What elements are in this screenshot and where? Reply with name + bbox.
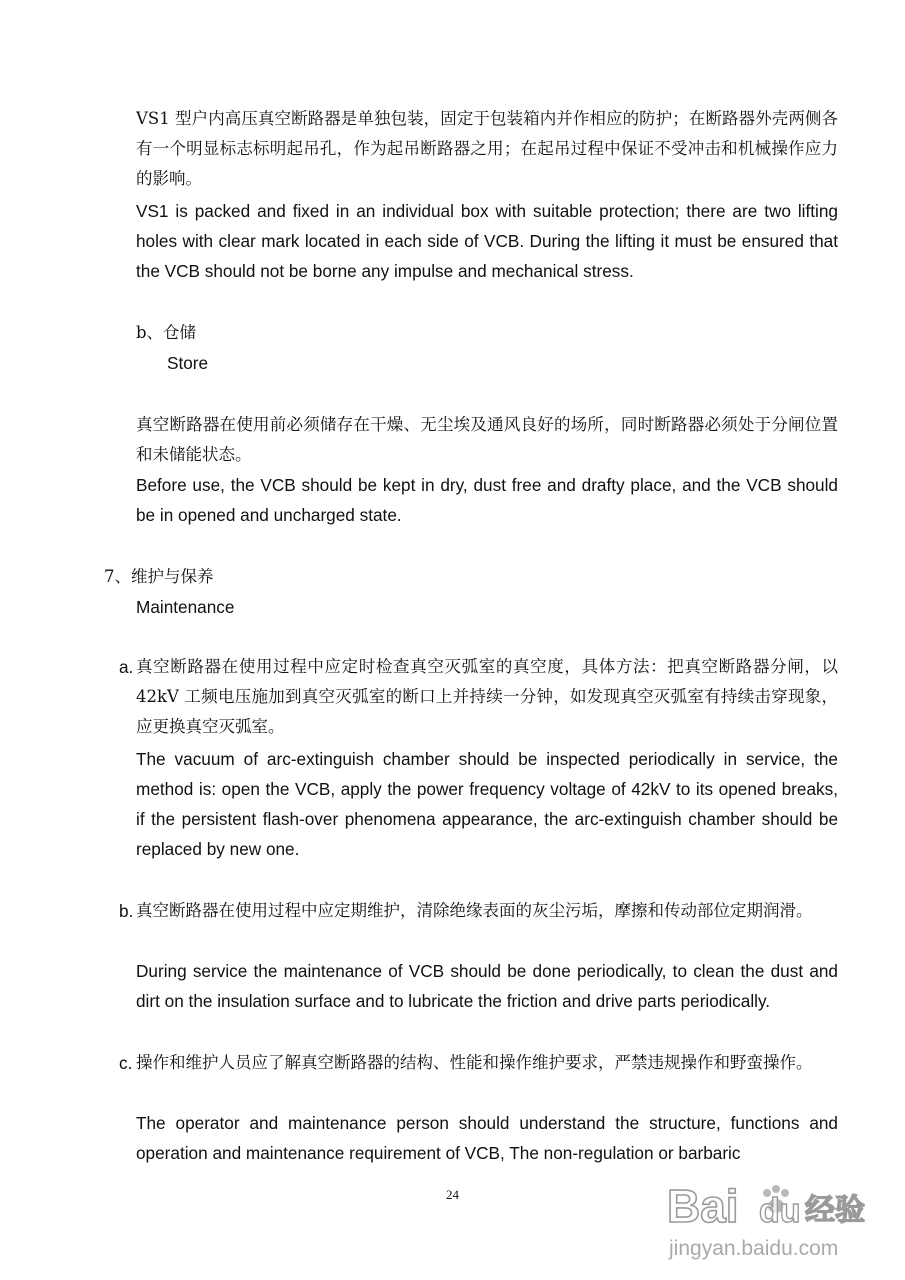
- item-a-marker: a.: [119, 657, 134, 677]
- store-heading-en: Store: [167, 353, 209, 373]
- item-b-marker: b.: [119, 901, 134, 921]
- svg-text:jingyan.baidu.com: jingyan.baidu.com: [669, 1237, 839, 1260]
- item-c-zh-paragraph: 操作和维护人员应了解真空断路器的结构、性能和操作维护要求，严禁违规操作和野蛮操作。: [136, 1053, 813, 1072]
- store-en-paragraph: Before use, the VCB should be kept in dry, dust free and drafty place, and the VCB should be in opened and uncharged state.: [136, 475, 838, 525]
- maintenance-heading-en: Maintenance: [136, 597, 235, 617]
- item-c-en-paragraph: The operator and maintenance person should understand the structure, functions and operation and maintenance requirement of VCB, The non-regulation or barbaric: [136, 1113, 838, 1163]
- item-c-marker: c.: [119, 1053, 133, 1073]
- packaging-en-paragraph: VS1 is packed and fixed in an individual box with suitable protection; there are two lifting holes with clear mark located in each side of VCB. During the lifting it must be ensured that the VCB should not be borne any impulse and mechanical stress.: [136, 201, 838, 281]
- item-b-zh-paragraph: 真空断路器在使用过程中应定期维护，清除绝缘表面的灰尘污垢，摩擦和传动部位定期润滑。: [136, 901, 813, 920]
- packaging-zh-paragraph: VS1 型户内高压真空断路器是单独包装，固定于包装箱内并作相应的防护；在断路器外壳两侧各有一个明显标志标明起吊孔，作为起吊断路器之用；在起吊过程中保证不受冲击和机械操作应力的影响。: [136, 109, 838, 188]
- baidu-watermark-logo: [655, 1160, 875, 1270]
- page-number: 24: [446, 1187, 459, 1202]
- item-b-en-paragraph: During service the maintenance of VCB should be done periodically, to clean the dust and dirt on the insulation surface and to lubricate the friction and drive parts periodically.: [136, 961, 838, 1011]
- item-a-zh-paragraph: 真空断路器在使用过程中应定时检查真空灭弧室的真空度，具体方法：把真空断路器分闸，以 42kV 工频电压施加到真空灭弧室的断口上并持续一分钟，如发现真空灭弧室有持续击穿现象，应更换真空灭弧室。: [136, 657, 838, 736]
- svg-text:经验: 经验: [805, 1193, 865, 1228]
- store-heading-zh: b、仓储: [136, 323, 197, 342]
- svg-text:du: du: [759, 1192, 801, 1230]
- item-a-en-paragraph: The vacuum of arc-extinguish chamber should be inspected periodically in service, the method is: open the VCB, apply the power frequency voltage of 42kV to its opened breaks, if the persistent flash-over phenomena appearance, the arc-extinguish chamber should be replaced by new one.: [136, 749, 838, 859]
- svg-text:Bai: Bai: [667, 1180, 739, 1232]
- maintenance-heading-zh: 7、维护与保养: [104, 567, 214, 586]
- store-zh-paragraph: 真空断路器在使用前必须储存在干燥、无尘埃及通风良好的场所，同时断路器必须处于分闸位置和未储能状态。: [136, 415, 838, 464]
